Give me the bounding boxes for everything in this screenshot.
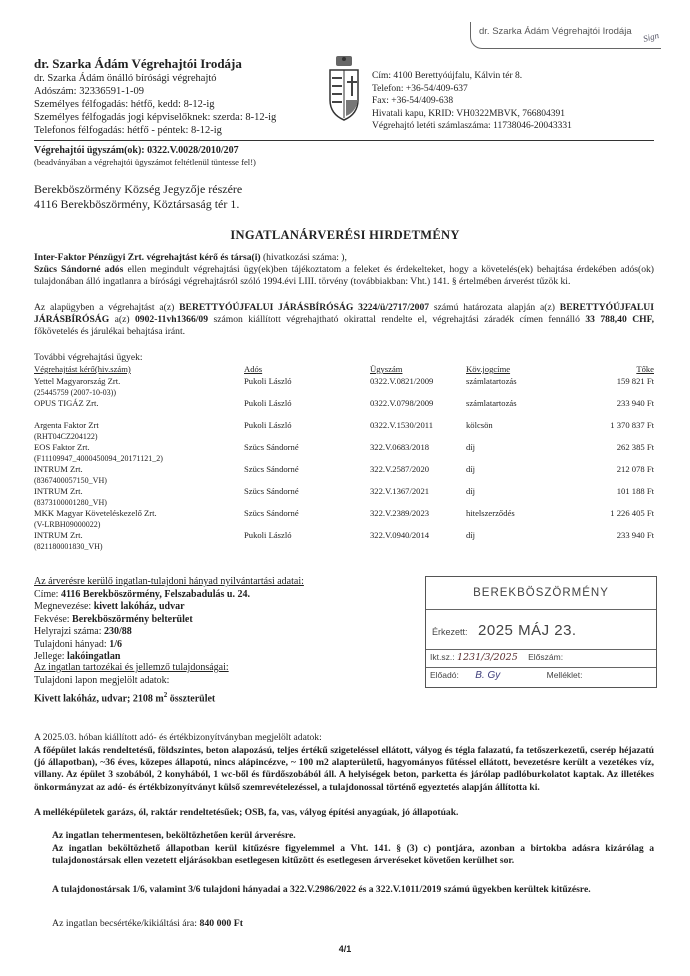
cell-text: INTRUM Zrt. (34, 464, 83, 474)
starting-price (52, 918, 243, 929)
cell-text: díj (466, 530, 476, 540)
property-value: kivett lakóház, udvar (93, 601, 185, 612)
cell-amount (574, 376, 654, 398)
valuation-intro: A 2025.03. hóban kiállított adó- és értékbizonyítványban megjelölt adatok: (34, 732, 322, 743)
cell-text: 233 940 Ft (616, 530, 654, 540)
table-header-row (34, 364, 654, 376)
stamp-eloszam-label: Előszám: (528, 652, 564, 662)
cell-text: számlatartozás (466, 398, 517, 408)
further-cases-title: További végrehajtási ügyek: (34, 352, 143, 363)
cell-text: OPUS TIGÁZ Zrt. (34, 398, 99, 408)
features-heading: Az ingatlan tartozékai és jellemző tulajdonságai: (34, 662, 229, 673)
intro-text: (hivatkozási száma: ), (260, 252, 347, 263)
cell-case-number (370, 464, 466, 486)
header-right-line: Fax: +36-54/409-638 (372, 96, 454, 106)
intro-text: számon kiállított végrehajtható okirattal rendelte el, végrehajtási záradék címen fennálló (208, 314, 586, 326)
cell-text: 322.V.0940/2014 (370, 530, 430, 540)
features-area-sup: 2 (163, 691, 168, 699)
coowners-note: A tulajdonostársak 1/6, valamint 3/6 tulajdoni hányadai a 322.V.2986/2022 és a 322.V.1011/2019 számú ügyekben kerültek kitűzésre. (52, 884, 591, 895)
cell-debtor (244, 464, 370, 486)
cell-creditor (34, 376, 244, 398)
cell-ref: (8367400057150_VH) (34, 476, 107, 485)
property-label: Címe: (34, 588, 61, 600)
stamp-received-label: Érkezett: (432, 627, 468, 637)
price-value: 840 000 Ft (199, 918, 243, 929)
cell-creditor (34, 398, 244, 420)
intro-paragraph-1 (34, 252, 654, 289)
office-name: dr. Szarka Ádám Végrehajtói Irodája (34, 56, 242, 71)
header-right-line: Hivatali kapu, KRID: VH0322MBVK, 766804391 (372, 108, 565, 119)
recipient-line: 4116 Berekböszörmény, Köztársaság tér 1. (34, 196, 240, 211)
price-label: Az ingatlan becsértéke/kikiáltási ára: (52, 918, 200, 929)
header-left-line: Személyes félfogadás jogi képviselőknek: szerda: 8-12-ig (34, 112, 277, 123)
cell-debtor (244, 508, 370, 530)
cell-text: Argenta Faktor Zrt (34, 420, 99, 430)
property-label: Megnevezése: (34, 601, 94, 612)
stamp-iktsz-value: 1231/3/2025 (456, 652, 518, 663)
header-right-line: Cím: 4100 Berettyóújfalu, Kálvin tér 8. (372, 71, 523, 81)
cell-text: 0322.V.1530/2011 (370, 420, 434, 430)
header-divider (34, 140, 654, 141)
cell-text: INTRUM Zrt. (34, 530, 83, 540)
cell-text: Szücs Sándorné (244, 442, 299, 452)
stamp-received-date: 2025 MÁJ 23. (478, 622, 577, 639)
cell-debtor (244, 376, 370, 398)
cell-creditor (34, 486, 244, 508)
column-header: Végrehajtást kérő(hiv.szám) (34, 364, 131, 374)
cell-text: 212 078 Ft (616, 464, 654, 474)
header-left (34, 56, 324, 137)
receipt-stamp (425, 576, 657, 688)
cell-claim-title (466, 376, 574, 398)
cell-creditor (34, 464, 244, 486)
cell-text: 322.V.0683/2018 (370, 442, 430, 452)
cell-text: 0322.V.0821/2009 (370, 376, 434, 386)
cell-text: díj (466, 486, 476, 496)
cell-amount (574, 398, 654, 420)
header-left-line: Telefonos félfogadás: hétfő - péntek: 8-12-ig (34, 125, 222, 136)
case-number-note: (beadványában a végrehajtói ügyszámot feltétlenül tüntesse fel!) (34, 157, 256, 167)
cell-case-number (370, 420, 466, 442)
property-label: Helyrajzi száma: (34, 626, 104, 637)
cell-text: Szücs Sándorné (244, 464, 299, 474)
property-line (34, 601, 434, 614)
cell-claim-title (466, 530, 574, 552)
encumbrance-1: Az ingatlan tehermentesen, beköltözhetően kerül árverésre. (52, 830, 296, 841)
cell-case-number (370, 508, 466, 530)
cell-ref: (25445759 (2007-10-03)) (34, 388, 116, 397)
cell-text: Pukoli László (244, 420, 292, 430)
property-label: Fekvése: (34, 613, 73, 625)
writ-number: 0902-11vh1366/09 (135, 314, 209, 326)
recipient (34, 182, 242, 211)
header-right (372, 70, 672, 133)
cell-text: számlatartozás (466, 376, 517, 386)
property-value: 1/6 (109, 638, 122, 650)
property-heading: Az árverésre kerülő ingatlan-tulajdoni hányad nyilvántartási adatai: (34, 576, 304, 587)
stamp-eloado-value: B. Gy (475, 670, 501, 681)
stamp-place: BEREKBÖSZÖRMÉNY (473, 587, 609, 599)
intro-text: főkövetelés és járulékai behajtása iránt. (34, 326, 186, 338)
column-header: Adós (244, 364, 263, 374)
cell-case-number (370, 486, 466, 508)
cell-text: 1 370 837 Ft (610, 420, 654, 430)
cell-text: 0322.V.0798/2009 (370, 398, 434, 408)
cell-creditor (34, 530, 244, 552)
cell-claim-title (466, 464, 574, 486)
cell-text: 233 940 Ft (616, 398, 654, 408)
features-area (34, 689, 414, 706)
cell-case-number (370, 376, 466, 398)
cell-amount (574, 486, 654, 508)
property-line (34, 639, 434, 652)
column-header: Tőke (636, 364, 654, 374)
top-stamp-text: dr. Szarka Ádám Végrehajtói Irodája (479, 26, 632, 37)
cell-text: díj (466, 464, 476, 474)
cell-text: Pukoli László (244, 376, 292, 386)
table-row (34, 420, 654, 442)
table-row (34, 376, 654, 398)
property-label: Tulajdoni hányad: (34, 638, 110, 650)
intro-debtor: Szücs Sándorné adós (34, 264, 124, 276)
cell-text: díj (466, 442, 476, 452)
cell-creditor (34, 420, 244, 442)
coat-of-arms-icon (326, 56, 362, 126)
cell-text: Szücs Sándorné (244, 486, 299, 496)
table-row (34, 530, 654, 552)
cell-claim-title (466, 486, 574, 508)
header-right-line: Végrehajtó letéti számlaszáma: 11738046-20043331 (372, 121, 572, 131)
court-name: BERETTYÓÚJFALUI JÁRÁSBÍRÓSÁG (34, 302, 654, 326)
features-area-text: összterület (167, 693, 216, 705)
intro-text: számú határozata alapján a(z) (429, 302, 560, 313)
intro-text: Az alapügyben a végrehajtást a(z) (34, 302, 180, 313)
property-line (34, 589, 434, 602)
stamp-melleklet-label: Melléklet: (546, 670, 583, 680)
table-row (34, 398, 654, 420)
recipient-line: Berekböszörmény Község Jegyzője részére (34, 182, 243, 196)
property-label: Jellege: (34, 651, 68, 662)
cell-text: Szücs Sándorné (244, 508, 299, 518)
cell-text: Pukoli László (244, 398, 292, 408)
cell-text: 322.V.1367/2021 (370, 486, 430, 496)
cell-debtor (244, 442, 370, 464)
features-area-text: Kivett lakóház, udvar; 2108 m (34, 693, 164, 705)
cell-debtor (244, 398, 370, 420)
cell-case-number (370, 398, 466, 420)
cell-ref: (F11109947_4000450094_20171121_2) (34, 454, 163, 463)
property-value: 230/88 (103, 626, 132, 637)
header-left-line: Személyes félfogadás: hétfő, kedd: 8-12-ig (34, 99, 215, 110)
cell-creditor (34, 442, 244, 464)
cell-amount (574, 442, 654, 464)
cell-debtor (244, 420, 370, 442)
valuation-main-building: A főépület lakás rendeltetésű, földszintes, beton alapozású, teljes értékű szigeteléssel ellátott, vályog és tégla falazatú, fa tetőszerkezetű, cserép héjazatú (jó állapotban), ~36 éves, közepes állapotú, nincs alápincézve, ~ 100 m2 alapterületű, hagyományos fűtéssel ellátott, bevezetésre került a vezetékes víz, villany. Az épület 3 szobából, 2 konyhából, 1 wc-ből és fürdőszobából áll. A helyiségek beton, parketta és járólap padlóburkolatot kaptak. Az illetékes önkormányzat az adó- és értékbizonyítványt külső szemrevételezéssel, a tulajdonossal történő egyeztetés alapján állította ki. (34, 745, 654, 793)
cell-text: Pukoli László (244, 530, 292, 540)
cell-debtor (244, 530, 370, 552)
table-row (34, 464, 654, 486)
property-value: Berekböszörmény belterület (72, 613, 193, 625)
header-left-line: dr. Szarka Ádám önálló bírósági végrehajtó (34, 73, 217, 84)
cell-case-number (370, 530, 466, 552)
property-line (34, 614, 434, 627)
intro-paragraph-2 (34, 302, 654, 339)
cell-text: MKK Magyar Követeléskezelő Zrt. (34, 508, 157, 518)
header-left-line: Adószám: 32336591-1-09 (34, 86, 144, 97)
property-section (34, 576, 434, 664)
top-stamp (470, 22, 661, 49)
property-value: 4116 Berekböszörmény, Felszabadulás u. 24. (60, 588, 250, 600)
column-header: Köv.jogcíme (466, 364, 511, 374)
encumbrance-2: Az ingatlan beköltözhető állapotban kerül kitűzésre figyelemmel a Vht. 141. § (3) c) pontjára, azonban a birtokba adásra kizárólag a tulajdonostársak ellen vezetett eljárásokban esetlegesen kitűzött és esetlegesen árveréseket követően kerülhet sor. (52, 843, 654, 867)
cell-debtor (244, 486, 370, 508)
page-number: 4/1 (338, 944, 352, 954)
cell-text: hitelszerződés (466, 508, 515, 518)
cell-text: 159 821 Ft (616, 376, 654, 386)
cell-amount (574, 508, 654, 530)
cell-case-number (370, 442, 466, 464)
intro-text: a(z) (109, 314, 135, 326)
cell-text: kölcsön (466, 420, 493, 430)
principal-amount: 33 788,40 CHF, (585, 314, 654, 326)
valuation-outbuildings: A melléképületek garázs, ól, raktár rendeltetésűek; OSB, fa, vas, vályog építési anyagúak, jó állapotúak. (34, 807, 459, 818)
intro-text: ellen megindult végrehajtási ügy(ek)ben tájékoztatom a feleket és érdekelteket, hogy a követelés(ek) behajtása érdekében adós(ok) tulajdonában álló ingatlanra a bírósági végrehajtásról szóló 1994.évi LIII. törvény (továbbiakban: Vht.) 141. § értelmében árverést tűzök ki. (34, 264, 654, 288)
cell-text: 101 188 Ft (616, 486, 654, 496)
cell-text: 322.V.2587/2020 (370, 464, 430, 474)
cell-amount (574, 464, 654, 486)
case-number (34, 145, 256, 168)
features-section (34, 662, 414, 706)
cell-text: 1 226 405 Ft (610, 508, 654, 518)
cell-creditor (34, 508, 244, 530)
cell-claim-title (466, 508, 574, 530)
cell-text: INTRUM Zrt. (34, 486, 83, 496)
cell-text: 322.V.2389/2023 (370, 508, 430, 518)
cell-claim-title (466, 398, 574, 420)
signature-mark: Sign (641, 30, 661, 44)
cell-ref: (8373100001280_VH) (34, 498, 107, 507)
cell-ref: (V-LRBH09000022) (34, 520, 101, 529)
property-line (34, 626, 434, 639)
cell-ref (34, 409, 244, 420)
column-header: Ügyszám (370, 364, 403, 374)
cell-ref: (RHT04CZ204122) (34, 432, 98, 441)
stamp-eloado-label: Előadó: (430, 670, 459, 680)
features-line: Tulajdoni lapon megjelölt adatok: (34, 674, 170, 686)
header-right-line: Telefon: +36-54/409-637 (372, 83, 468, 94)
cell-text: Yettel Magyarország Zrt. (34, 376, 121, 386)
case-number-label: Végrehajtói ügyszám(ok): 0322.V.0028/2010/207 (34, 145, 239, 156)
cell-claim-title (466, 442, 574, 464)
document-title: INGATLANÁRVERÉSI HIRDETMÉNY (230, 228, 460, 242)
cell-ref: (821180001830_VH) (34, 542, 103, 551)
cell-text: EOS Faktor Zrt. (34, 442, 90, 452)
cell-text: 262 385 Ft (616, 442, 654, 452)
cell-amount (574, 420, 654, 442)
further-cases-table (34, 364, 654, 552)
cell-amount (574, 530, 654, 552)
cell-claim-title (466, 420, 574, 442)
court-ref: BERETTYÓÚJFALUI JÁRÁSBÍRÓSÁG 3224/ü/2717/2007 (179, 302, 430, 313)
property-value: lakóingatlan (67, 651, 121, 662)
stamp-iktsz-label: Ikt.sz.: (430, 652, 455, 662)
table-row (34, 442, 654, 464)
table-row (34, 508, 654, 530)
intro-creditor: Inter-Faktor Pénzügyi Zrt. végrehajtást kérő és társa(i) (34, 252, 261, 263)
table-row (34, 486, 654, 508)
